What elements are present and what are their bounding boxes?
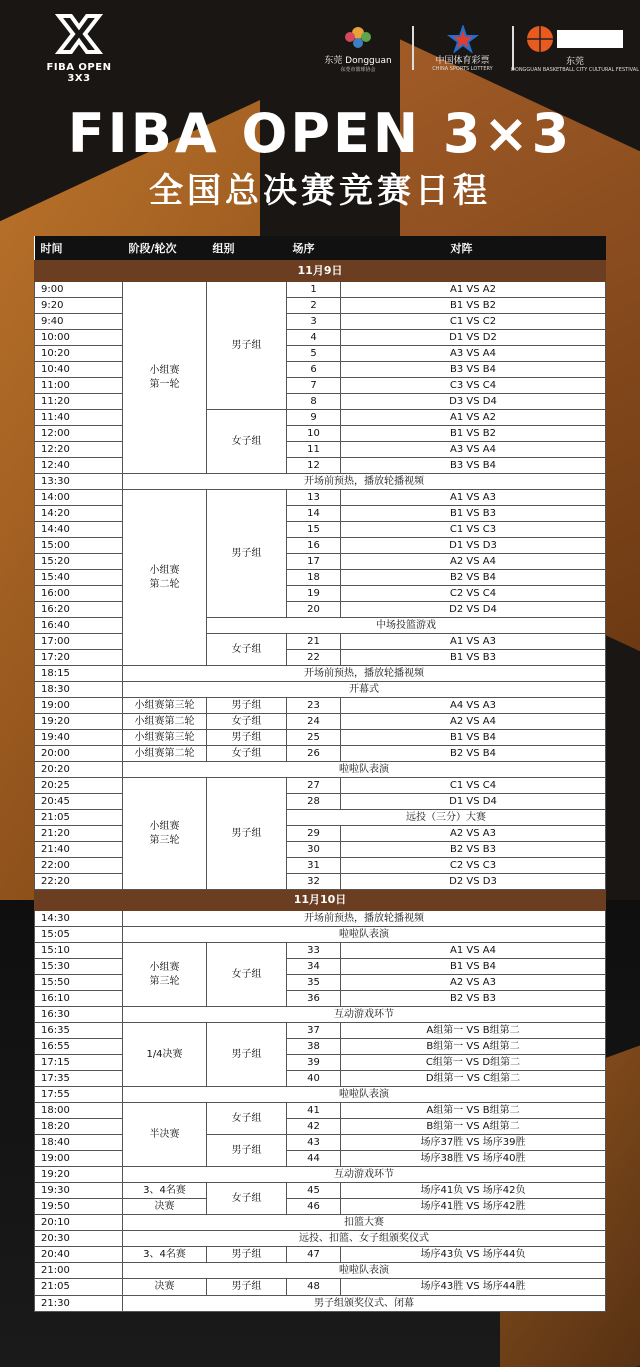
table-row: 22:00 31 C2 VS C3 <box>35 858 606 874</box>
table-row: 10:20 5 A3 VS A4 <box>35 346 606 362</box>
table-row: 16:55 38 B组第一 VS A组第二 <box>35 1039 606 1055</box>
table-row: 10:00 4 D1 VS D2 <box>35 330 606 346</box>
table-row: 21:05 决赛 男子组 48 场序43胜 VS 场序44胜 <box>35 1279 606 1296</box>
header-time: 时间 <box>35 236 123 261</box>
sponsor-logos <box>300 20 639 76</box>
table-row: 19:00 44 场序38胜 VS 场序40胜 <box>35 1151 606 1167</box>
table-row: 12:40 12 B3 VS B4 <box>35 458 606 474</box>
table-row: 19:30 3、4名赛 女子组 45 场序41负 VS 场序42负 <box>35 1183 606 1199</box>
table-row: 19:20 互动游戏环节 <box>35 1167 606 1183</box>
date-row: 11月9日 <box>35 261 606 282</box>
table-row: 20:30 远投、扣篮、女子组颁奖仪式 <box>35 1231 606 1247</box>
table-row: 16:35 1/4决赛 男子组 37 A组第一 VS B组第二 <box>35 1023 606 1039</box>
table-row: 9:40 3 C1 VS C2 <box>35 314 606 330</box>
table-row: 15:05 啦啦队表演 <box>35 927 606 943</box>
table-row: 19:00 小组赛第三轮 男子组 23 A4 VS A3 <box>35 698 606 714</box>
flower-icon <box>338 23 378 53</box>
table-row: 12:20 11 A3 VS A4 <box>35 442 606 458</box>
page-title: FIBA OPEN 3×3 <box>67 102 573 165</box>
basketball-festival-logo: 东莞 DONGGUAN BASKETBALL CITY CULTURAL FESTIVAL <box>522 20 628 76</box>
table-header-row <box>35 236 606 261</box>
table-row: 22:20 32 D2 VS D3 <box>35 874 606 890</box>
table-row: 20:25 小组赛 第三轮 男子组 27 C1 VS C4 <box>35 778 606 794</box>
table-row: 20:45 28 D1 VS D4 <box>35 794 606 810</box>
divider <box>512 26 514 70</box>
table-row: 14:40 15 C1 VS C3 <box>35 522 606 538</box>
table-row: 15:20 17 A2 VS A4 <box>35 554 606 570</box>
dongguan-logo: 东莞 Dongguan 东莞市篮球协会 <box>308 20 408 76</box>
table-row: 14:00 小组赛 第二轮 男子组 13 A1 VS A3 <box>35 490 606 506</box>
table-row: 10:40 6 B3 VS B4 <box>35 362 606 378</box>
table-row: 19:50 决赛 46 场序41胜 VS 场序42胜 <box>35 1199 606 1215</box>
table-row: 9:00 小组赛 第一轮 男子组 1 A1 VS A2 <box>35 282 606 298</box>
table-row: 9:20 2 B1 VS B2 <box>35 298 606 314</box>
table-row: 14:20 14 B1 VS B3 <box>35 506 606 522</box>
table-row: 16:30 互动游戏环节 <box>35 1007 606 1023</box>
table-row: 19:20 小组赛第二轮 女子组 24 A2 VS A4 <box>35 714 606 730</box>
header-matchup: 对阵 <box>341 236 606 261</box>
table-row: 14:30 开场前预热，播放轮播视频 <box>35 911 606 927</box>
table-row: 12:00 10 B1 VS B2 <box>35 426 606 442</box>
table-row: 20:20 啦啦队表演 <box>35 762 606 778</box>
date-row: 11月10日 <box>35 890 606 911</box>
basketball-icon <box>525 24 625 54</box>
table-row: 11:20 8 D3 VS D4 <box>35 394 606 410</box>
table-row: 16:10 36 B2 VS B3 <box>35 991 606 1007</box>
table-row: 17:15 39 C组第一 VS D组第二 <box>35 1055 606 1071</box>
table-row: 20:40 3、4名赛 男子组 47 场序43负 VS 场序44负 <box>35 1247 606 1263</box>
table-row: 21:05 远投（三分）大赛 <box>35 810 606 826</box>
table-row: 20:00 小组赛第二轮 女子组 26 B2 VS B4 <box>35 746 606 762</box>
table-row: 21:30 男子组颁奖仪式、闭幕 <box>35 1296 606 1312</box>
table-row: 16:00 19 C2 VS C4 <box>35 586 606 602</box>
table-row: 21:20 29 A2 VS A3 <box>35 826 606 842</box>
lottery-logo: 中国体育彩票 CHINA SPORTS LOTTERY <box>420 20 505 76</box>
lottery-star-icon <box>446 25 480 53</box>
table-row: 17:55 啦啦队表演 <box>35 1087 606 1103</box>
table-row: 15:30 34 B1 VS B4 <box>35 959 606 975</box>
fiba-logo <box>34 14 124 84</box>
schedule-table-container <box>34 236 605 1312</box>
table-row: 20:10 扣篮大赛 <box>35 1215 606 1231</box>
table-row: 17:35 40 D组第一 VS C组第二 <box>35 1071 606 1087</box>
table-row: 18:40 男子组 43 场序37胜 VS 场序39胜 <box>35 1135 606 1151</box>
table-row: 15:10 小组赛 第三轮 女子组 33 A1 VS A4 <box>35 943 606 959</box>
table-row: 19:40 小组赛第三轮 男子组 25 B1 VS B4 <box>35 730 606 746</box>
header-stage: 阶段/轮次 <box>123 236 207 261</box>
table-row: 15:40 18 B2 VS B4 <box>35 570 606 586</box>
header <box>0 0 640 230</box>
table-row: 11:40 女子组 9 A1 VS A2 <box>35 410 606 426</box>
table-row: 18:20 42 B组第一 VS A组第二 <box>35 1119 606 1135</box>
table-row: 15:50 35 A2 VS A3 <box>35 975 606 991</box>
table-row: 17:00 女子组 21 A1 VS A3 <box>35 634 606 650</box>
table-row: 16:20 20 D2 VS D4 <box>35 602 606 618</box>
table-row: 21:40 30 B2 VS B3 <box>35 842 606 858</box>
table-row: 13:30 开场前预热，播放轮播视频 <box>35 474 606 490</box>
table-row: 18:30 开幕式 <box>35 682 606 698</box>
schedule-table <box>34 236 606 1312</box>
header-match-no: 场序 <box>287 236 341 261</box>
fiba-x-icon <box>51 14 107 54</box>
table-row: 21:00 啦啦队表演 <box>35 1263 606 1279</box>
logo-text: FIBA OPEN 3X3 <box>46 62 112 84</box>
table-row: 11:00 7 C3 VS C4 <box>35 378 606 394</box>
table-row: 15:00 16 D1 VS D3 <box>35 538 606 554</box>
page-subtitle: 全国总决赛竞赛日程 <box>149 171 491 211</box>
table-row: 16:40 中场投篮游戏 <box>35 618 606 634</box>
header-group: 组别 <box>207 236 287 261</box>
table-row: 18:15 开场前预热，播放轮播视频 <box>35 666 606 682</box>
table-row: 18:00 半决赛 女子组 41 A组第一 VS B组第二 <box>35 1103 606 1119</box>
divider <box>412 26 414 70</box>
table-row: 17:20 22 B1 VS B3 <box>35 650 606 666</box>
